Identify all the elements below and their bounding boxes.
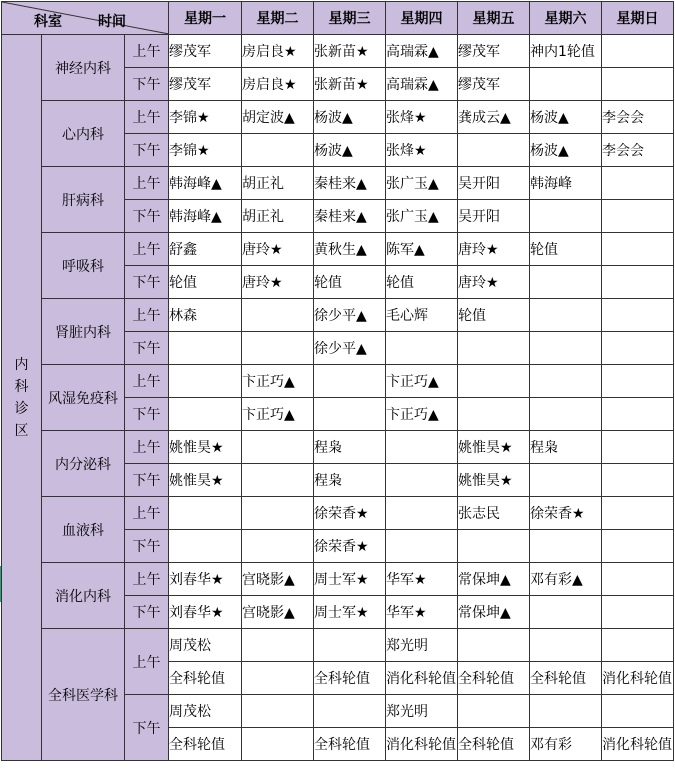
doctor-cell (242, 332, 314, 365)
doctor-cell (242, 134, 314, 167)
table-row (2, 365, 674, 398)
doctor-cell: 杨波▲ (314, 134, 386, 167)
doctor-cell: 房启良★ (242, 35, 314, 68)
doctor-cell (242, 728, 314, 761)
header-row (2, 2, 674, 35)
doctor-cell (530, 266, 602, 299)
doctor-cell: 高瑞霖▲ (386, 35, 458, 68)
doctor-cell (386, 497, 458, 530)
doctor-cell: 卞正巧▲ (242, 398, 314, 431)
doctor-cell: 宫晓影▲ (242, 563, 314, 596)
department-name: 呼吸科 (42, 233, 125, 299)
am-slot-label: 上午 (125, 563, 169, 596)
doctor-cell: 唐玲★ (458, 266, 530, 299)
am-slot-label: 上午 (125, 431, 169, 464)
day-header: 星期五 (458, 2, 530, 35)
doctor-cell (530, 365, 602, 398)
doctor-cell: 徐荣香★ (314, 497, 386, 530)
doctor-cell (602, 200, 674, 233)
doctor-cell: 龚成云▲ (458, 101, 530, 134)
doctor-cell (169, 530, 242, 563)
pm-slot-label: 下午 (125, 398, 169, 431)
doctor-cell (242, 464, 314, 497)
doctor-cell: 杨波▲ (314, 101, 386, 134)
doctor-cell: 徐少平▲ (314, 299, 386, 332)
doctor-cell: 常保坤▲ (458, 596, 530, 629)
doctor-cell (602, 68, 674, 101)
doctor-cell: 卞正巧▲ (386, 398, 458, 431)
doctor-cell (602, 563, 674, 596)
am-slot-label: 上午 (125, 299, 169, 332)
time-header-label: 时间 (98, 14, 126, 30)
doctor-cell: 毛心辉 (386, 299, 458, 332)
day-header: 星期六 (530, 2, 602, 35)
department-name: 内分泌科 (42, 431, 125, 497)
group-label-char: 科 (14, 378, 29, 395)
table-row (2, 233, 674, 266)
doctor-cell (458, 365, 530, 398)
group-label-char: 诊 (14, 400, 29, 417)
am-slot-label: 上午 (125, 35, 169, 68)
doctor-cell: 缪茂军 (169, 35, 242, 68)
department-name: 全科医学科 (42, 629, 125, 761)
table-row (2, 101, 674, 134)
doctor-cell: 舒鑫 (169, 233, 242, 266)
doctor-cell: 全科轮值 (458, 662, 530, 695)
doctor-cell: 消化科轮值 (602, 662, 674, 695)
group-label-char: 区 (14, 422, 29, 439)
doctor-cell (602, 530, 674, 563)
doctor-cell: 周茂松 (169, 629, 242, 662)
doctor-cell: 徐荣香★ (530, 497, 602, 530)
doctor-cell: 姚惟昊★ (458, 464, 530, 497)
doctor-cell: 唐玲★ (242, 233, 314, 266)
day-header: 星期一 (169, 2, 242, 35)
doctor-cell: 杨波▲ (530, 101, 602, 134)
table-row (2, 35, 674, 68)
am-slot-label: 上午 (125, 101, 169, 134)
doctor-cell: 邓有彩▲ (530, 563, 602, 596)
doctor-cell (458, 629, 530, 662)
pm-slot-label: 下午 (125, 464, 169, 497)
doctor-cell: 高瑞霖▲ (386, 68, 458, 101)
group-label-char: 内 (14, 356, 29, 373)
department-name: 肾脏内科 (42, 299, 125, 365)
doctor-cell: 常保坤▲ (458, 563, 530, 596)
doctor-cell (530, 530, 602, 563)
doctor-cell (602, 431, 674, 464)
doctor-cell: 华军★ (386, 563, 458, 596)
doctor-cell: 卞正巧▲ (242, 365, 314, 398)
doctor-cell (242, 530, 314, 563)
doctor-cell (602, 299, 674, 332)
table-row (2, 497, 674, 530)
doctor-cell: 张烽★ (386, 101, 458, 134)
doctor-cell (602, 332, 674, 365)
am-slot-label: 上午 (125, 629, 169, 695)
doctor-cell: 卞正巧▲ (386, 365, 458, 398)
doctor-cell (169, 365, 242, 398)
doctor-cell: 全科轮值 (169, 728, 242, 761)
doctor-cell: 全科轮值 (458, 728, 530, 761)
am-slot-label: 上午 (125, 167, 169, 200)
doctor-cell: 黄秋生▲ (314, 233, 386, 266)
doctor-cell: 周士军★ (314, 596, 386, 629)
department-name: 消化内科 (42, 563, 125, 629)
doctor-cell: 姚惟昊★ (458, 431, 530, 464)
day-header: 星期三 (314, 2, 386, 35)
doctor-cell: 刘春华★ (169, 563, 242, 596)
doctor-cell (602, 398, 674, 431)
pm-slot-label: 下午 (125, 332, 169, 365)
doctor-cell: 轮值 (458, 299, 530, 332)
doctor-cell: 程枭 (314, 431, 386, 464)
pm-slot-label: 下午 (125, 266, 169, 299)
doctor-cell (386, 431, 458, 464)
doctor-cell (458, 398, 530, 431)
doctor-cell: 秦桂来▲ (314, 167, 386, 200)
doctor-cell: 韩海峰▲ (169, 167, 242, 200)
doctor-cell: 周茂松 (169, 695, 242, 728)
doctor-cell: 张烽★ (386, 134, 458, 167)
doctor-cell: 周士军★ (314, 563, 386, 596)
pm-slot-label: 下午 (125, 695, 169, 761)
doctor-cell: 神内1轮值 (530, 35, 602, 68)
doctor-cell: 邓有彩 (530, 728, 602, 761)
department-name: 肝病科 (42, 167, 125, 233)
doctor-cell: 消化科轮值 (386, 728, 458, 761)
doctor-cell: 消化科轮值 (386, 662, 458, 695)
pm-slot-label: 下午 (125, 530, 169, 563)
doctor-cell: 韩海峰▲ (169, 200, 242, 233)
doctor-cell: 张广玉▲ (386, 200, 458, 233)
doctor-cell: 李锦★ (169, 134, 242, 167)
doctor-cell: 轮值 (386, 266, 458, 299)
doctor-cell (530, 200, 602, 233)
doctor-cell (602, 167, 674, 200)
table-row (2, 563, 674, 596)
doctor-cell (242, 299, 314, 332)
doctor-cell: 秦桂来▲ (314, 200, 386, 233)
doctor-cell: 胡正礼 (242, 167, 314, 200)
doctor-cell: 张新苗★ (314, 35, 386, 68)
doctor-cell (530, 332, 602, 365)
corner-diagonal-line (2, 2, 169, 34)
pm-slot-label: 下午 (125, 200, 169, 233)
doctor-cell (458, 695, 530, 728)
doctor-cell (602, 695, 674, 728)
doctor-cell (530, 68, 602, 101)
doctor-cell (242, 629, 314, 662)
schedule-body (2, 35, 674, 761)
doctor-cell (602, 233, 674, 266)
doctor-cell (169, 398, 242, 431)
doctor-cell: 林森 (169, 299, 242, 332)
day-header: 星期四 (386, 2, 458, 35)
doctor-cell: 刘春华★ (169, 596, 242, 629)
doctor-cell: 吴开阳 (458, 167, 530, 200)
doctor-cell: 缪茂军 (458, 68, 530, 101)
doctor-cell (602, 464, 674, 497)
doctor-cell: 程枭 (530, 431, 602, 464)
doctor-cell (602, 365, 674, 398)
doctor-cell (530, 695, 602, 728)
doctor-cell (602, 497, 674, 530)
doctor-cell: 轮值 (169, 266, 242, 299)
doctor-cell (602, 266, 674, 299)
doctor-cell (602, 629, 674, 662)
doctor-cell: 房启良★ (242, 68, 314, 101)
schedule-table (1, 1, 674, 761)
doctor-cell (458, 332, 530, 365)
table-row (2, 431, 674, 464)
corner-header (2, 2, 169, 35)
doctor-cell: 李锦★ (169, 101, 242, 134)
doctor-cell: 郑光明 (386, 695, 458, 728)
doctor-cell (530, 398, 602, 431)
doctor-cell: 张新苗★ (314, 68, 386, 101)
doctor-cell: 徐少平▲ (314, 332, 386, 365)
doctor-cell: 韩海峰 (530, 167, 602, 200)
doctor-cell (314, 629, 386, 662)
am-slot-label: 上午 (125, 365, 169, 398)
doctor-cell: 杨波▲ (530, 134, 602, 167)
doctor-cell: 全科轮值 (530, 662, 602, 695)
department-name: 风湿免疫科 (42, 365, 125, 431)
doctor-cell: 胡定波▲ (242, 101, 314, 134)
doctor-cell (242, 431, 314, 464)
doctor-cell: 程枭 (314, 464, 386, 497)
table-row (2, 629, 674, 662)
doctor-cell: 李会会 (602, 134, 674, 167)
doctor-cell: 唐玲★ (458, 233, 530, 266)
doctor-cell (242, 662, 314, 695)
doctor-cell: 胡正礼 (242, 200, 314, 233)
doctor-cell (169, 332, 242, 365)
table-row (2, 299, 674, 332)
doctor-cell (314, 398, 386, 431)
group-label (2, 35, 42, 761)
doctor-cell (530, 299, 602, 332)
department-name: 心内科 (42, 101, 125, 167)
am-slot-label: 上午 (125, 233, 169, 266)
doctor-cell: 轮值 (314, 266, 386, 299)
doctor-cell (314, 365, 386, 398)
doctor-cell (386, 464, 458, 497)
doctor-cell: 郑光明 (386, 629, 458, 662)
doctor-cell: 唐玲★ (242, 266, 314, 299)
doctor-cell (242, 695, 314, 728)
am-slot-label: 上午 (125, 497, 169, 530)
doctor-cell: 徐荣香★ (314, 530, 386, 563)
doctor-cell (458, 530, 530, 563)
doctor-cell: 姚惟昊★ (169, 464, 242, 497)
doctor-cell (530, 629, 602, 662)
doctor-cell (314, 695, 386, 728)
doctor-cell (602, 35, 674, 68)
doctor-cell: 姚惟昊★ (169, 431, 242, 464)
department-name: 血液科 (42, 497, 125, 563)
doctor-cell (530, 464, 602, 497)
day-header: 星期二 (242, 2, 314, 35)
department-name: 神经内科 (42, 35, 125, 101)
pm-slot-label: 下午 (125, 596, 169, 629)
doctor-cell (242, 497, 314, 530)
doctor-cell: 消化科轮值 (602, 728, 674, 761)
doctor-cell (169, 497, 242, 530)
doctor-cell: 缪茂军 (458, 35, 530, 68)
doctor-cell (530, 596, 602, 629)
doctor-cell (386, 332, 458, 365)
table-row (2, 167, 674, 200)
doctor-cell: 张广玉▲ (386, 167, 458, 200)
doctor-cell: 缪茂军 (169, 68, 242, 101)
doctor-cell: 全科轮值 (169, 662, 242, 695)
doctor-cell (602, 596, 674, 629)
pm-slot-label: 下午 (125, 68, 169, 101)
doctor-cell: 张志民 (458, 497, 530, 530)
doctor-cell: 陈军▲ (386, 233, 458, 266)
doctor-cell: 全科轮值 (314, 728, 386, 761)
doctor-cell: 吴开阳 (458, 200, 530, 233)
doctor-cell: 全科轮值 (314, 662, 386, 695)
doctor-cell: 轮值 (530, 233, 602, 266)
day-header: 星期日 (602, 2, 674, 35)
doctor-cell (458, 134, 530, 167)
dept-header-label: 科室 (34, 14, 62, 30)
doctor-cell: 李会会 (602, 101, 674, 134)
doctor-cell: 宫晓影▲ (242, 596, 314, 629)
pm-slot-label: 下午 (125, 134, 169, 167)
doctor-cell: 华军★ (386, 596, 458, 629)
doctor-cell (386, 530, 458, 563)
